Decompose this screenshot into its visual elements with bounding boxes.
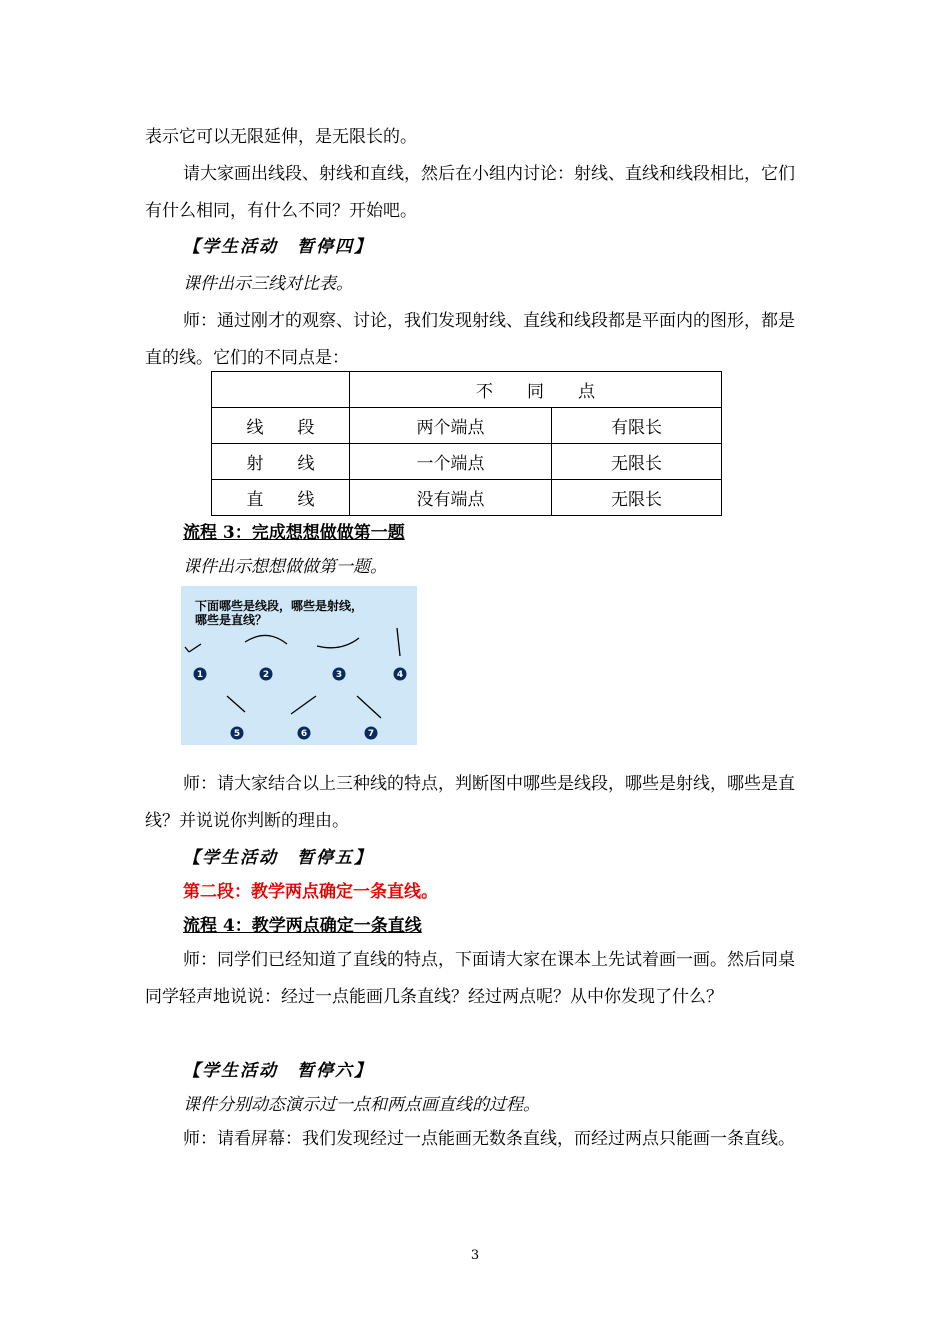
table-corner-cell: [212, 372, 350, 408]
table-row: [212, 480, 722, 516]
table-cell: 射 线: [212, 444, 350, 480]
line-figure-5: [227, 696, 245, 712]
figure-question: 哪些是直线？: [195, 613, 268, 627]
curve-figure-3: [317, 638, 359, 648]
line-figure-7: [357, 696, 381, 718]
figure-number: 7: [367, 729, 375, 739]
table-row: [212, 444, 722, 480]
flow-heading: 流程 4：教学两点确定一条直线: [183, 916, 422, 936]
courseware-note: 课件分别动态演示过一点和两点画直线的过程。: [183, 1095, 540, 1115]
figure-number: 2: [262, 670, 270, 680]
table-cell: 有限长: [552, 408, 722, 444]
table-cell: 两个端点: [350, 408, 552, 444]
figure-number: 4: [396, 670, 404, 680]
courseware-note: 课件出示三线对比表。: [183, 274, 353, 294]
student-activity-label: 【学生活动 暂停五】: [183, 848, 373, 868]
figure-number: 1: [196, 670, 204, 680]
line-figure-1: [189, 644, 201, 652]
exercise-figure: [181, 586, 417, 745]
line-figure-1b: [185, 647, 189, 652]
flow-heading: 流程 3：完成想想做做第一题: [183, 523, 405, 543]
figure-number: 6: [300, 729, 308, 739]
table-cell: 无限长: [552, 444, 722, 480]
table-cell: 一个端点: [350, 444, 552, 480]
paragraph-text: 师：通过刚才的观察、讨论，我们发现射线、直线和线段都是平面内的图形，都是直的线。它们的不同点是：: [145, 311, 795, 368]
table-cell: 线 段: [212, 408, 350, 444]
student-activity-label: 【学生活动 暂停六】: [183, 1061, 373, 1081]
table-row: [212, 408, 722, 444]
table-header: 不 同 点: [350, 372, 722, 408]
courseware-note: 课件出示想想做做第一题。: [183, 557, 387, 577]
line-figure-6: [291, 696, 316, 714]
table-cell: 没有端点: [350, 480, 552, 516]
figure-number: 5: [233, 729, 241, 739]
comparison-table: [211, 371, 722, 516]
paragraph-text: 师：请看屏幕：我们发现经过一点能画无数条直线，而经过两点只能画一条直线。: [183, 1129, 795, 1149]
paragraph-text: 请大家画出线段、射线和直线，然后在小组内讨论：射线、直线和线段相比，它们有什么相同，有什么不同？开始吧。: [145, 164, 795, 221]
paragraph-text: 表示它可以无限延伸，是无限长的。: [145, 127, 417, 147]
table-cell: 直 线: [212, 480, 350, 516]
student-activity-label: 【学生活动 暂停四】: [183, 237, 373, 257]
curve-figure-2: [245, 635, 287, 644]
figure-number: 3: [335, 670, 343, 680]
table-cell: 无限长: [552, 480, 722, 516]
section-heading: 第二段：教学两点确定一条直线。: [183, 882, 438, 902]
page-number: 3: [470, 1248, 480, 1263]
paragraph-text: 师：请大家结合以上三种线的特点，判断图中哪些是线段，哪些是射线，哪些是直线？并说说你判断的理由。: [145, 774, 795, 831]
figure-question: 下面哪些是线段，哪些是射线，: [195, 599, 364, 613]
line-figure-4: [397, 628, 400, 656]
paragraph-text: 师：同学们已经知道了直线的特点，下面请大家在课本上先试着画一画。然后同桌同学轻声地说说：经过一点能画几条直线？经过两点呢？从中你发现了什么？: [145, 950, 795, 1007]
